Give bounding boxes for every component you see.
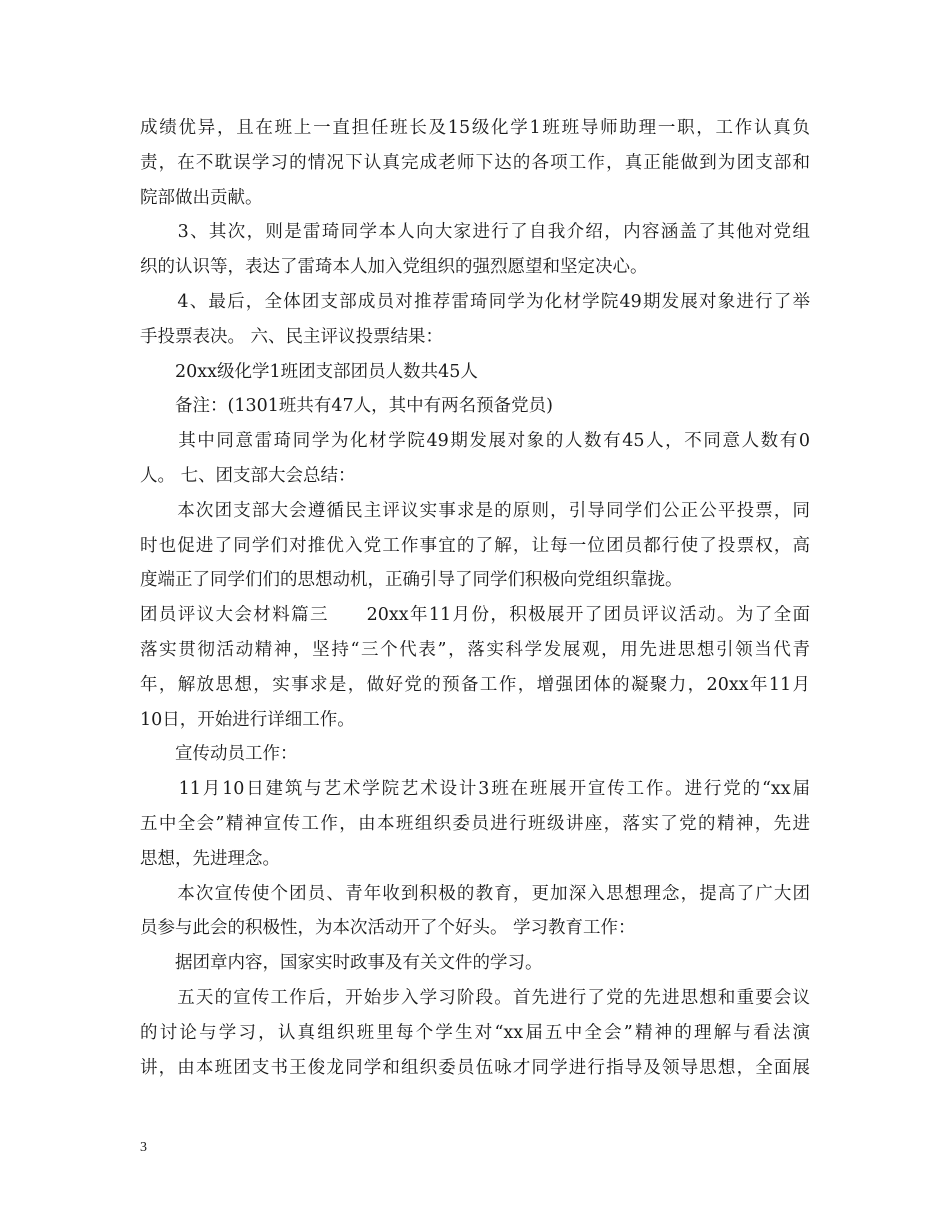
text-line: 院部做出贡献。 (140, 187, 263, 208)
text-line: 的讨论与学习，认真组织班里每个学生对“xx届五中全会”精神的理解与看法演 (140, 1022, 810, 1043)
text-line: 据团章内容，国家实时政事及有关文件的学习。 (140, 953, 543, 974)
text-line: 宣传动员工作： (140, 744, 298, 765)
page-number: 3 (140, 1140, 147, 1155)
text-line: 讲，由本班团支书王俊龙同学和组织委员伍咏才同学进行指导及领导思想，全面展 (140, 1057, 810, 1078)
text-line: 本次宣传使个团员、青年收到积极的教育，更加深入思想理念，提高了广大团 (140, 883, 810, 904)
text-line: 度端正了同学们们的思想动机，正确引导了同学们积极向党组织靠拢。 (140, 570, 683, 591)
text-line: 员参与此会的积极性，为本次活动开了个好头。 学习教育工作： (140, 918, 636, 939)
text-line: 11月10日建筑与艺术学院艺术设计3班在班展开宣传工作。进行党的“xx届 (140, 779, 810, 800)
text-line: 五天的宣传工作后，开始步入学习阶段。首先进行了党的先进思想和重要会议 (140, 988, 810, 1008)
text-line: 织的认识等，表达了雷琦本人加入党组织的强烈愿望和坚定决心。 (140, 257, 648, 278)
text-line: 本次团支部大会遵循民主评议实事求是的原则，引导同学们公正公平投票，同 (140, 500, 810, 521)
text-line: 人。 七、团支部大会总结： (140, 466, 356, 486)
text-line: 10日，开始进行详细工作。 (140, 709, 355, 730)
text-line: 责，在不耽误学习的情况下认真完成老师下达的各项工作，真正能做到为团支部和 (140, 152, 810, 173)
text-line: 备注：(1301班共有47人，其中有两名预备党员) (140, 396, 553, 417)
text-line: 团员评议大会材料篇三 20xx年11月份，积极展开了团员评议活动。为了全面 (140, 605, 810, 626)
text-line: 手投票表决。 六、民主评议投票结果： (140, 326, 444, 347)
text-line: 时也促进了同学们对推优入党工作事宜的了解，让每一位团员都行使了投票权，高 (140, 535, 810, 556)
text-line: 成绩优异，且在班上一直担任班长及15级化学1班班导师助理一职，工作认真负 (140, 118, 810, 138)
text-line: 五中全会”精神宣传工作，由本班组织委员进行班级讲座，落实了党的精神，先进 (140, 814, 810, 834)
text-line: 思想，先进理念。 (140, 848, 280, 869)
text-line: 20xx级化学1班团支部团员人数共45人 (140, 361, 478, 382)
text-line: 年，解放思想，实事求是，做好党的预备工作，增强团体的凝聚力，20xx年11月 (140, 674, 810, 695)
text-line: 4、最后，全体团支部成员对推荐雷琦同学为化材学院49期发展对象进行了举 (140, 292, 810, 312)
text-line: 其中同意雷琦同学为化材学院49期发展对象的人数有45人，不同意人数有0 (140, 431, 810, 452)
text-line: 落实贯彻活动精神，坚持“三个代表”，落实科学发展观，用先进思想引领当代青 (140, 640, 810, 660)
text-line: 3、其次，则是雷琦同学本人向大家进行了自我介绍，内容涵盖了其他对党组 (140, 222, 810, 243)
